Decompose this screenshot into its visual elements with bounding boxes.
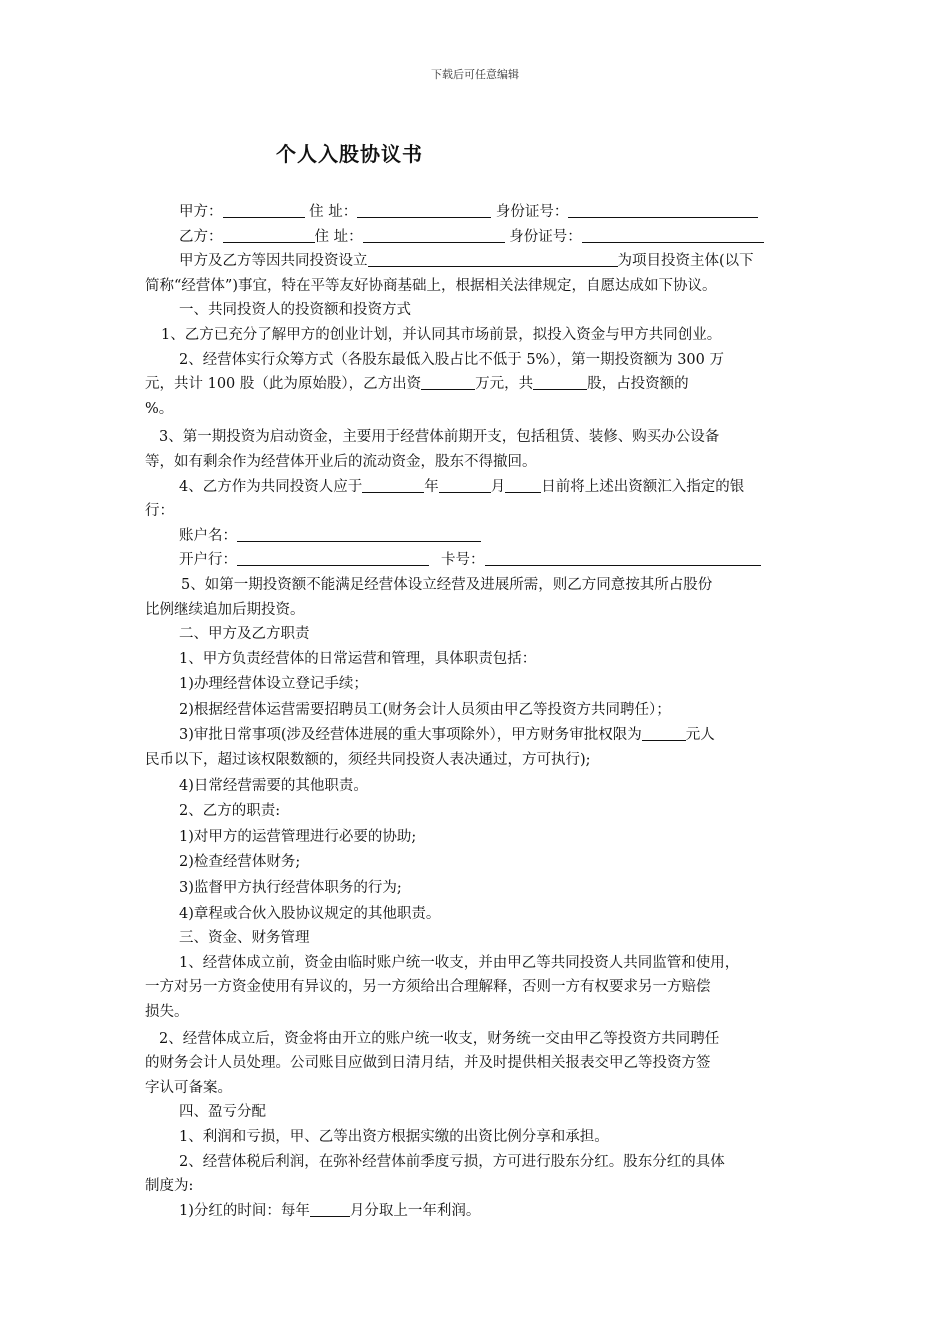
s1-clause-2-line-3: %。 [145, 400, 174, 417]
party-b-address-label: 住 址： [314, 228, 363, 245]
account-name-line [145, 524, 810, 549]
party-b-id-label: 身份证号： [509, 228, 582, 245]
s2-item-3-text-a: 3)审批日常事项(涉及经营体进展的重大事项除外），甲方财务审批权限为 [179, 727, 642, 744]
approval-limit-blank [642, 725, 686, 741]
s4-clause-1: 1、利润和亏损，甲、乙等出资方根据实缴的出资比例分享和承担。 [179, 1128, 609, 1145]
intro-line-1 [145, 249, 810, 274]
party-b-line [145, 225, 810, 250]
s1-clause-2-line-2 [145, 372, 810, 397]
s1-clause-2-text-c: 股，占投资额的 [587, 376, 689, 393]
deadline-year-blank [362, 477, 424, 493]
deadline-day-blank [505, 477, 541, 493]
s1-clause-3-line-2: 等，如有剩余作为经营体开业后的流动资金，股东不得撤回。 [145, 453, 537, 470]
party-b-id-blank [582, 227, 764, 243]
party-a-address-blank [357, 202, 491, 218]
s3-clause-2-line-1: 2、经营体成立后，资金将由开立的账户统一收支，财务统一交由甲乙等投资方共同聘任 [159, 1030, 720, 1047]
investment-amount-blank [421, 374, 475, 390]
section-3-heading: 三、资金、财务管理 [179, 930, 310, 947]
entity-name-blank [368, 251, 618, 267]
s4-clause-2-line-1: 2、经营体税后利润，在弥补经营体前季度亏损，方可进行股东分红。股东分红的具体 [179, 1153, 725, 1170]
s2-party-b-item-2: 2)检查经营体财务; [179, 854, 301, 871]
party-a-line [145, 200, 810, 225]
s1-clause-4-text-b: 年 [424, 478, 439, 495]
s1-clause-4-text-c: 月 [490, 478, 506, 495]
deadline-month-blank [439, 477, 491, 493]
share-count-blank [533, 374, 587, 390]
intro-text-pre: 甲方及乙方等因共同投资设立 [179, 253, 368, 270]
s3-clause-2-line-2: 的财务会计人员处理。公司账目应做到日清月结，并及时提供相关报表交甲乙等投资方签 [145, 1055, 711, 1072]
account-name-label: 账户名： [179, 527, 237, 544]
party-b-label: 乙方： [179, 228, 223, 245]
card-label: 卡号： [441, 552, 485, 569]
s3-clause-1-line-1: 1、经营体成立前，资金由临时账户统一收支，并由甲乙等共同投资人共同监管和使用， [179, 954, 740, 971]
s2-party-b-item-1: 1)对甲方的运营管理进行必要的协助; [179, 828, 417, 845]
card-number-blank [485, 550, 761, 566]
s4-clause-3-text-b: 月分取上一年利润。 [349, 1202, 481, 1219]
party-a-label: 甲方： [179, 204, 223, 220]
s1-clause-3-line-1: 3、第一期投资为启动资金，主要用于经营体前期开支，包括租赁、装修、购买办公设备 [159, 429, 720, 446]
s2-party-a-intro: 1、甲方负责经营体的日常运营和管理，具体职责包括： [179, 650, 537, 667]
s2-party-b-item-3: 3)监督甲方执行经营体职务的行为; [179, 880, 402, 897]
party-b-name-blank [223, 227, 315, 243]
s1-clause-1: 1、乙方已充分了解甲方的创业计划，并认同其市场前景，拟投入资金与甲方共同创业。 [161, 326, 722, 343]
bank-label: 开户行： [179, 552, 237, 569]
s3-clause-1-line-2: 一方对另一方资金使用有异议的，另一方须给出合理解释，否则一方有权要求另一方赔偿 [145, 979, 711, 996]
party-a-address-label: 住 址： [309, 204, 358, 220]
s2-item-3-text-b: 元人 [685, 727, 715, 744]
document-body [145, 200, 810, 1223]
s1-clause-2-line-1: 2、经营体实行众筹方式（各股东最低入股占比不低于 5%），第一期投资额为 300 万 [179, 351, 724, 368]
s1-clause-2-text-b: 万元，共 [475, 376, 534, 393]
s2-party-a-item-3-line-1 [145, 723, 810, 748]
s2-party-a-item-3-line-2: 民币以下，超过该权限数额的，须经共同投资人表决通过，方可执行); [145, 752, 591, 769]
s1-clause-2-text-a: 元，共计 100 股（此为原始股），乙方出资 [145, 376, 422, 393]
s3-clause-1-line-3: 损失。 [145, 1004, 189, 1020]
s1-clause-4-line-1 [145, 475, 810, 500]
s2-party-b-item-4: 4)章程或合伙入股协议规定的其他职责。 [179, 905, 441, 922]
document-title: 个人入股协议书 [276, 142, 423, 166]
intro-text-post: 为项目投资主体(以下 [617, 253, 754, 270]
s2-party-a-item-2: 2)根据经营体运营需要招聘员工(财务会计人员须由甲乙等投资方共同聘任）； [179, 701, 671, 718]
party-a-id-blank [568, 202, 758, 218]
s2-party-b-intro: 2、乙方的职责: [179, 803, 281, 820]
intro-line-2: 简称“经营体”)事宜，特在平等友好协商基础上，根据相关法律规定，自愿达成如下协议。 [145, 277, 717, 294]
section-2-heading: 二、甲方及乙方职责 [179, 626, 310, 643]
account-name-blank [237, 526, 481, 542]
s2-party-a-item-4: 4)日常经营需要的其他职责。 [179, 777, 368, 794]
section-4-heading: 四、盈亏分配 [179, 1104, 266, 1121]
bank-blank [237, 550, 429, 566]
dividend-month-blank [310, 1201, 350, 1217]
header-note: 下载后可任意编辑 [431, 68, 519, 81]
party-b-address-blank [363, 227, 505, 243]
party-a-name-blank [223, 202, 305, 218]
s3-clause-2-line-3: 字认可备案。 [145, 1079, 232, 1096]
s4-clause-2-line-2: 制度为: [145, 1178, 194, 1195]
s4-clause-3-text-a: 1)分红的时间：每年 [179, 1202, 310, 1219]
section-1-heading: 一、共同投资人的投资额和投资方式 [179, 302, 411, 319]
bank-line [145, 548, 810, 573]
s1-clause-5-line-2: 比例继续追加后期投资。 [145, 601, 305, 618]
s4-clause-3 [145, 1199, 810, 1224]
s1-clause-5-line-1: 5、如第一期投资额不能满足经营体设立经营及进展所需，则乙方同意按其所占股份 [181, 576, 713, 593]
s1-clause-4-line-2: 行： [145, 503, 174, 520]
s2-party-a-item-1: 1)办理经营体设立登记手续； [179, 676, 368, 693]
s1-clause-4-text-d: 日前将上述出资额汇入指定的银 [541, 478, 745, 495]
s1-clause-4-text-a: 4、乙方作为共同投资人应于 [179, 478, 363, 495]
party-a-id-label: 身份证号： [495, 204, 569, 220]
